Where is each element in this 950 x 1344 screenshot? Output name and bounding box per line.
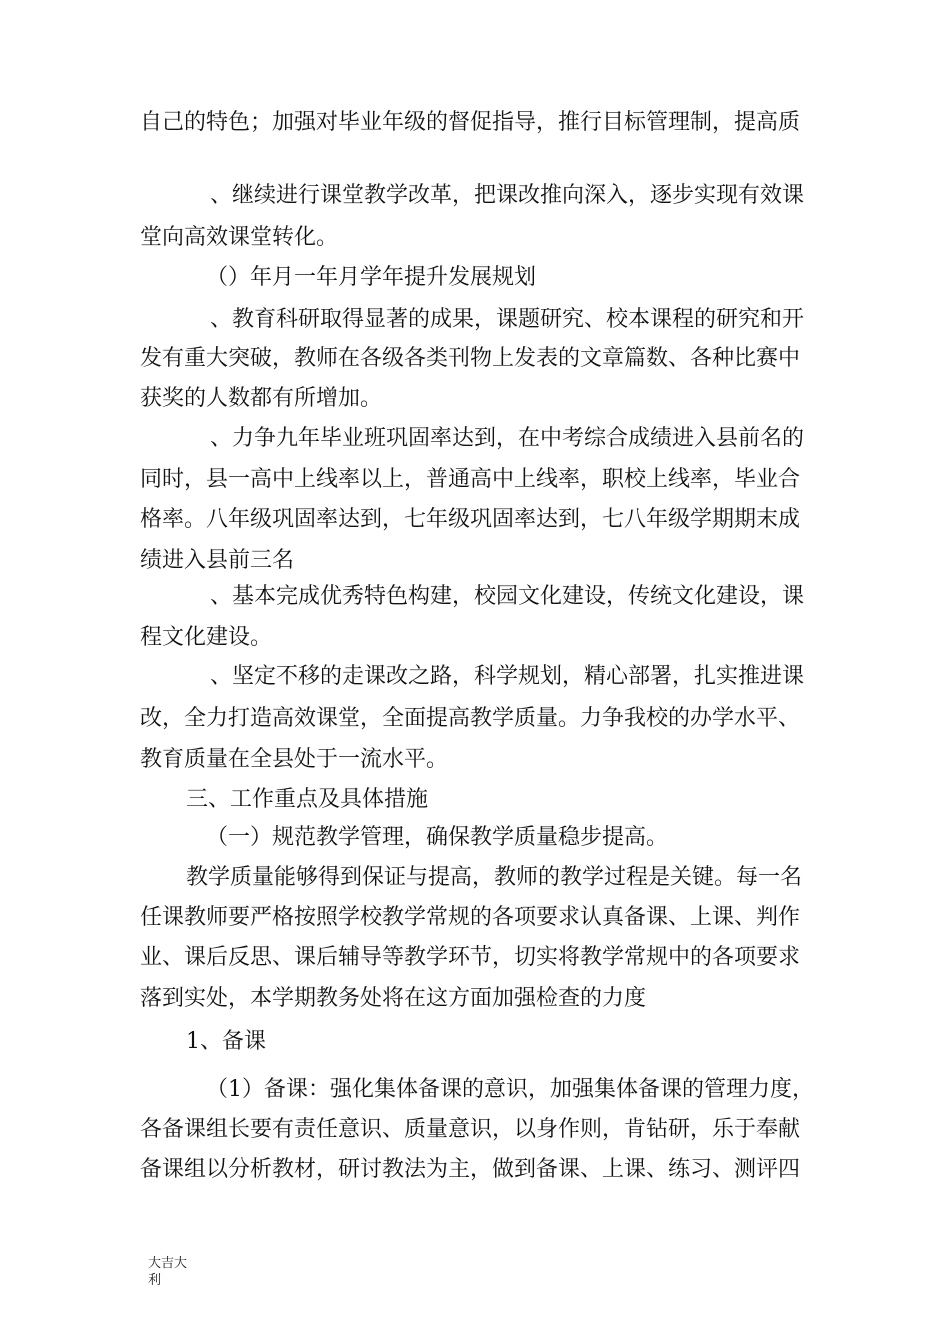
subsection-heading: 1、备课 xyxy=(186,1029,266,1054)
body-text-line: 、坚定不移的走课改之路，科学规划，精心部署，扎实推进课 xyxy=(210,664,805,689)
body-text-line: 、继续进行课堂教学改革，把课改推向深入，逐步实现有效课 xyxy=(210,183,805,208)
footer-text: 利 xyxy=(148,1273,162,1288)
body-text-line: 、基本完成优秀特色构建，校园文化建设，传统文化建设，课 xyxy=(210,584,805,609)
body-text-line: 备课组以分析教材，研讨教法为主，做到备课、上课、练习、测评四 xyxy=(140,1157,801,1182)
body-text-line: 程文化建设。 xyxy=(140,625,273,650)
body-text-line: 业、课后反思、课后辅导等教学环节，切实将教学常规中的各项要求 xyxy=(140,945,801,970)
section-heading: 三、工作重点及具体措施 xyxy=(186,787,429,812)
body-text-line: 教学质量能够得到保证与提高，教师的教学过程是关键。每一名 xyxy=(186,865,803,890)
body-text-line: 自己的特色；加强对毕业年级的督促指导，推行目标管理制，提高质 xyxy=(140,110,801,135)
body-text-line: 发有重大突破，教师在各级各类刊物上发表的文章篇数、各种比赛中 xyxy=(140,346,801,371)
body-text-line: 落到实处，本学期教务处将在这方面加强检查的力度 xyxy=(140,986,647,1011)
body-text-line: （1）备课：强化集体备课的意识，加强集体备课的管理力度， xyxy=(206,1077,814,1102)
body-text-line: 教育质量在全县处于一流水平。 xyxy=(140,747,449,772)
footer-text: 大吉大 xyxy=(148,1256,188,1271)
section-heading: （）年月一年月学年提升发展规划 xyxy=(206,265,537,290)
body-text-line: 任课教师要严格按照学校教学常规的各项要求认真备课、上课、判作 xyxy=(140,905,801,930)
body-text-line: 、力争九年毕业班巩固率达到，在中考综合成绩进入县前名的 xyxy=(210,426,805,451)
body-text-line: 同时，县一高中上线率以上，普通高中上线率，职校上线率，毕业合 xyxy=(140,467,801,492)
body-text-line: 绩进入县前三名 xyxy=(140,548,295,573)
body-text-line: 获奖的人数都有所增加。 xyxy=(140,386,383,411)
body-text-line: 堂向高效课堂转化。 xyxy=(140,225,339,250)
body-text-line: 各备课组长要有责任意识、质量意识，以身作则，肯钻研，乐于奉献 xyxy=(140,1117,801,1142)
subsection-heading: （一）规范教学管理，确保教学质量稳步提高。 xyxy=(206,825,669,850)
body-text-line: 格率。八年级巩固率达到，七年级巩固率达到，七八年级学期期末成 xyxy=(140,507,801,532)
body-text-line: 、教育科研取得显著的成果，课题研究、校本课程的研究和开 xyxy=(210,307,805,332)
body-text-line: 改，全力打造高效课堂，全面提高教学质量。力争我校的办学水平、 xyxy=(140,706,801,731)
